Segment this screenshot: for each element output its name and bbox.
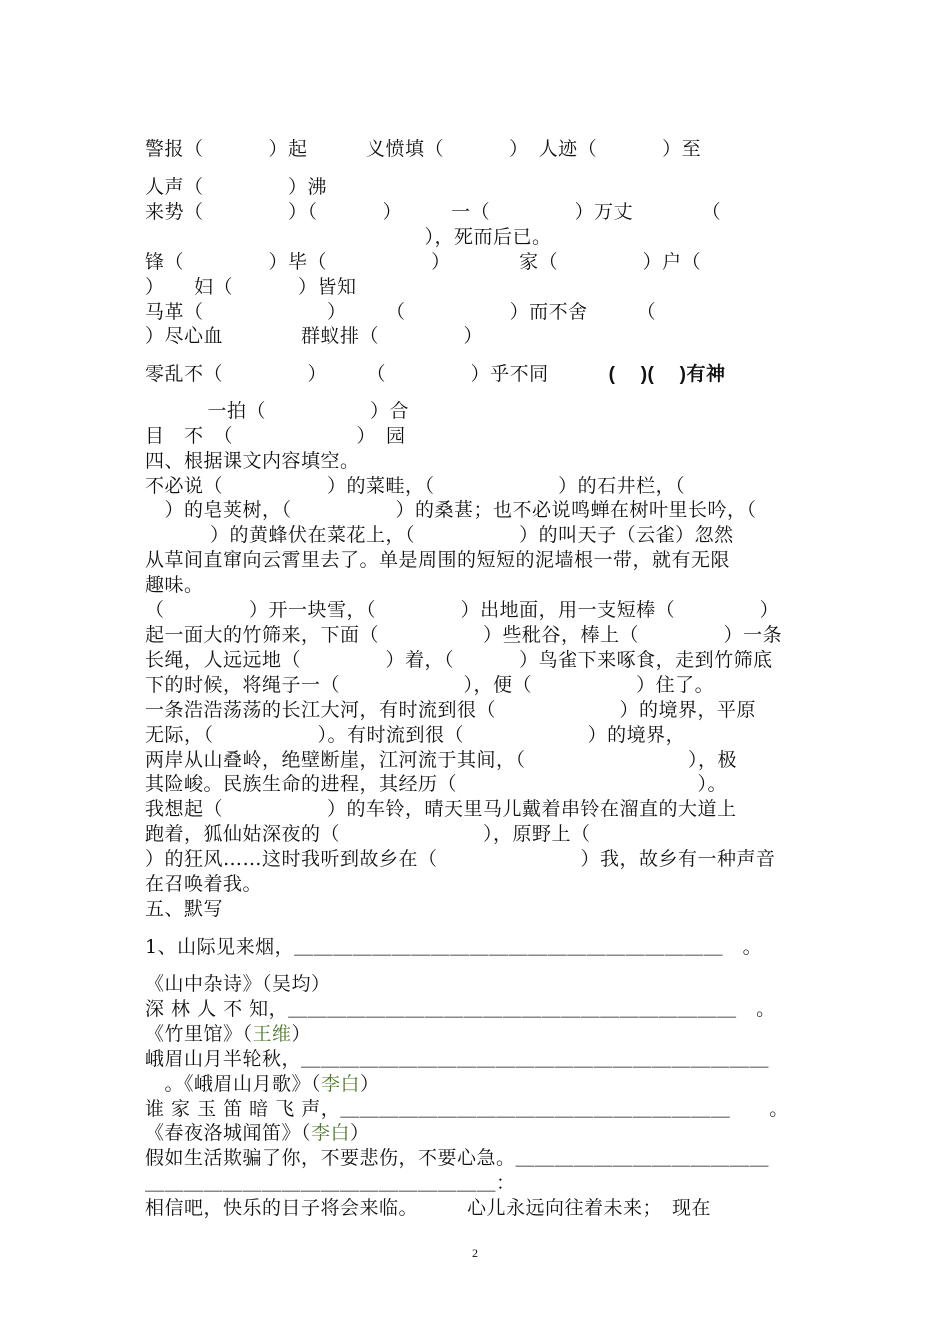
idiom-line-5: 锋（ ）毕（ ） 家（ ）户（ [145, 251, 702, 273]
idiom-line-6: ） 妇（ ）皆知 [145, 276, 357, 298]
passage-line-4: 从草间直窜向云霄里去了。单是周围的短短的泥墙根一带，就有无限 [145, 549, 731, 571]
poem-source-4-close: ） [350, 1122, 370, 1144]
passage-line-17: 在召唤着我。 [145, 873, 263, 895]
idiom-line-10: 一拍（ ）合 [188, 400, 410, 422]
passage-line-11: 无际，（ ）。有时流到很（ ）的境界， [145, 724, 686, 746]
poem-line-2: 深 林 人 不 知，＿＿＿＿＿＿＿＿＿＿＿＿＿＿＿＿＿＿＿＿＿＿＿ 。 [145, 998, 776, 1020]
passage-line-16: ）的狂风……这时我听到故乡在（ ）我，故乡有一种声音 [145, 848, 776, 870]
poem-source-4 [145, 1121, 815, 1145]
idiom-line-9 [145, 362, 815, 387]
poem-source-3 [145, 1072, 815, 1096]
poem-line-6: ＿＿＿＿＿＿＿＿＿＿＿＿＿＿＿＿＿＿： [145, 1172, 516, 1194]
passage-line-8: 长绳，人远远地（ ）着，（ ）鸟雀下来啄食，走到竹筛底 [145, 649, 773, 671]
poem-source-1: 《山中杂诗》（吴均） [145, 973, 331, 995]
poem-line-4: 谁 家 玉 笛 暗 飞 声，＿＿＿＿＿＿＿＿＿＿＿＿＿＿＿＿＿＿＿＿ 。 [145, 1098, 789, 1120]
passage-line-3: ）的黄蜂伏在菜花上，（ ）的叫天子（云雀）忽然 [145, 524, 734, 546]
poem-line-7: 相信吧，快乐的日子将会来临。 心儿永远向往着未来； 现在 [145, 1197, 712, 1219]
poem-line-1: 1、山际见来烟，＿＿＿＿＿＿＿＿＿＿＿＿＿＿＿＿＿＿＿＿＿＿ 。 [145, 936, 763, 958]
author-li-bai-1: 李白 [321, 1073, 361, 1095]
passage-line-2: ）的皂荚树，（ ）的桑葚；也不必说鸣蝉在树叶里长吟，（ [145, 499, 757, 521]
passage-line-7: 起一面大的竹筛来，下面（ ）些秕谷，棒上（ ）一条 [145, 624, 783, 646]
poem-source-2-close: ） [291, 1023, 312, 1045]
poem-line-3: 峨眉山月半轮秋，＿＿＿＿＿＿＿＿＿＿＿＿＿＿＿＿＿＿＿＿＿＿＿＿ [145, 1048, 770, 1070]
idiom-line-1: 警报（ ）起 义愤填（ ） 人迹（ ）至 [145, 138, 702, 160]
poem-source-2-text: 《竹里馆》（ [145, 1023, 253, 1045]
poem-line-5: 假如生活欺骗了你，不要悲伤，不要心急。＿＿＿＿＿＿＿＿＿＿＿＿＿ [145, 1147, 770, 1169]
idiom-line-3: 来势（ ）（ ） 一（ ）万丈 （ [145, 201, 722, 223]
idiom-line-4: ），死而后已。 [145, 226, 552, 248]
section-five-heading: 五、默写 [145, 898, 224, 920]
passage-line-5: 趣味。 [145, 574, 204, 596]
passage-line-14: 我想起（ ）的车铃，晴天里马儿戴着串铃在溜直的大道上 [145, 798, 737, 820]
idiom-line-9-text: 零乱不（ ） （ ）乎不同 [145, 363, 549, 385]
idiom-line-7: 马革（ ） （ ）而不舍 （ [145, 301, 657, 323]
page-number: 2 [472, 1246, 478, 1260]
passage-line-1: 不必说（ ）的菜畦，（ ）的石井栏，（ [145, 475, 686, 497]
idiom-bold-fill: ( )( )有神 [608, 364, 726, 385]
poem-source-3-text: 。《峨眉山月歌》（ [145, 1073, 322, 1095]
idiom-line-11: 目 不 （ ） 园 [145, 425, 406, 447]
passage-line-12: 两岸从山叠岭，绝壁断崖，江河流于其间，（ ），极 [145, 749, 738, 771]
section-four-heading: 四、根据课文内容填空。 [145, 450, 360, 472]
poem-source-2 [145, 1022, 815, 1046]
poem-source-4-text: 《春夜洛城闻笛》（ [145, 1122, 312, 1144]
passage-line-15: 跑着，狐仙姑深夜的（ ），原野上（ [145, 823, 591, 845]
passage-line-10: 一条浩浩荡荡的长江大河，有时流到很（ ）的境界，平原 [145, 699, 757, 721]
author-wang-wei: 王维 [252, 1023, 292, 1045]
idiom-line-8: ）尽心血 群蚁排（ ） [145, 325, 484, 347]
passage-line-13: 其险峻。民族生命的进程，其经历（ ）。 [145, 773, 728, 795]
idiom-line-2: 人声（ ）沸 [145, 176, 328, 198]
poem-source-3-close: ） [360, 1073, 380, 1095]
passage-line-9: 下的时候，将绳子一（ ），便（ ）住了。 [145, 674, 715, 696]
passage-line-6: （ ）开一块雪，（ ）出地面，用一支短棒（ ） [145, 599, 780, 621]
author-li-bai-2: 李白 [311, 1122, 351, 1144]
